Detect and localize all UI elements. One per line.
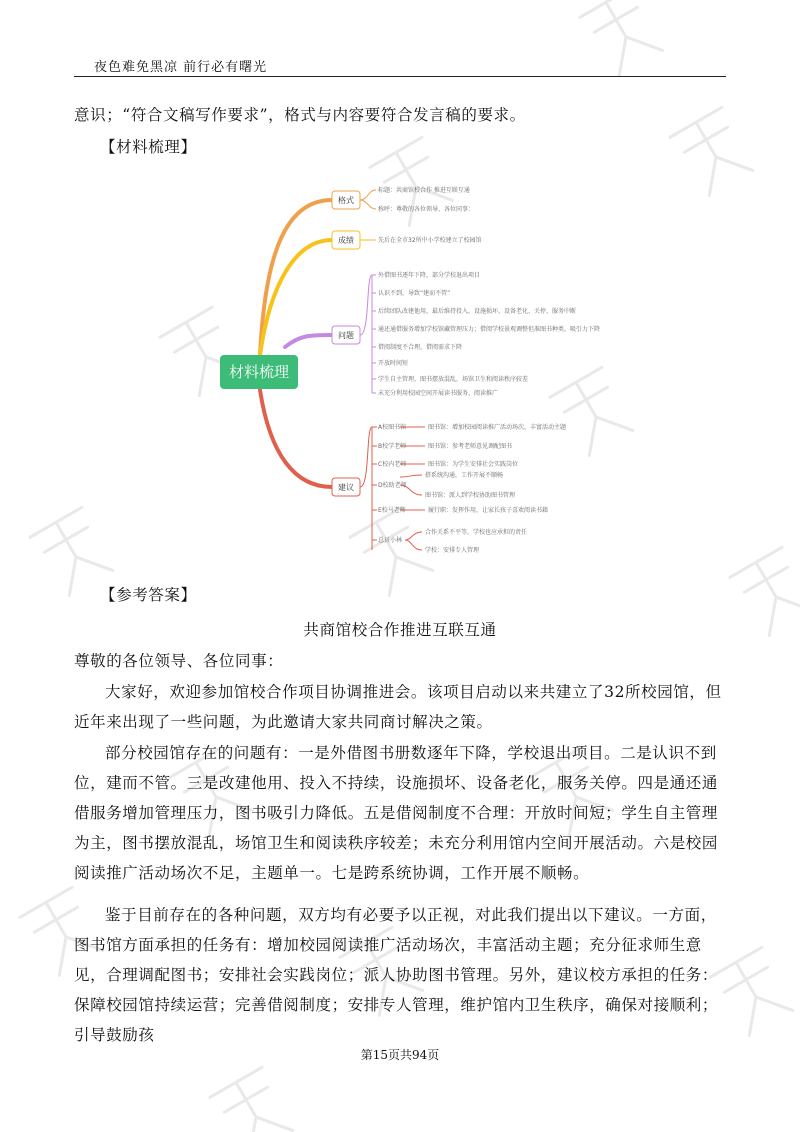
connector-format — [260, 200, 332, 355]
leaf-text: E校马老师 — [378, 507, 406, 514]
material-heading: 【材料梳理】 — [100, 138, 197, 156]
leaf-text: 借阅制度不合理，借阅需求下降 — [378, 344, 463, 351]
sub-connector-problem — [360, 275, 376, 393]
leaf-text: 图书馆：为学生安排社会实践岗位 — [428, 461, 519, 468]
leaf-text: 学校：安排专人管理 — [425, 547, 480, 554]
speech-title: 共商馆校合作推进互联互通 — [303, 621, 497, 639]
page-footer: 第15页共94页 — [360, 1048, 440, 1062]
paragraph-3: 鉴于目前存在的各种问题，双方均有必要予以正视，对此我们提出以下建议。一方面，图书馆方面承担的任务有：增加校园阅读推广活动场次，丰富活动主题；充分征求师生意见，合理调配图书；安排社会实践岗位；派人协助图书管理。另外，建议校方承担的任务：保障校园馆持续运营；完善借阅制度；安排专人管理，维护馆内卫生秩序，确保对接顺利；引导鼓励孩 — [74, 906, 719, 1044]
leaf-text: 后续团队改建他用，最后维持投入，设施损坏、设备老化、关停、服务中断 — [378, 308, 577, 315]
header-rule — [74, 76, 726, 77]
root-label: 材料梳理 — [228, 363, 290, 381]
leaf-text: 通还通借服务增加学校馆藏管理压力；借阅学校景观调整但准图书种类，吸引力下降 — [378, 326, 601, 333]
connector-problem — [285, 335, 332, 347]
leaf-text: 图书馆：参考老师意见调配图书 — [428, 443, 513, 450]
leaf-text: 搭系统沟通，工作开展不顺畅 — [425, 472, 504, 479]
page-header: 夜色难免黑凉 前行必有曙光 — [94, 60, 268, 75]
leaf-text: 总员小林 — [378, 537, 403, 544]
leaf-text: 合作关系不平等，学校也应承担的责任 — [425, 529, 528, 536]
leaf-text: 学生自主管理，图书摆放混乱，场馆卫生和阅读秩序较差 — [378, 376, 529, 383]
paragraph-2: 部分校园馆存在的问题有：一是外借图书册数逐年下降，学校退出项目。二是认识不到位，建而不管。三是改建他用、投入不持续，设施损坏、设备老化，服务关停。四是通还通借服务增加管理压力，图书吸引力降低。五是借阅制度不合理：开放时间短；学生自主管理为主，图书摆放混乱，场馆卫生和阅读秩序较差；未充分利用馆内空间开展活动。六是校园阅读推广活动场次不足，主题单一。七是跨系统协调，工作开展不顺畅。 — [74, 744, 719, 882]
leaf-text: B校学老师 — [378, 443, 407, 450]
leaf-text: 标题：共商馆校合作 推进互联互通 — [378, 187, 470, 194]
salutation: 尊敬的各位领导、各位同事： — [74, 652, 284, 670]
branch-nodes — [332, 191, 360, 496]
leaf-text: 图书馆：派人到学校协助图书管理 — [425, 492, 516, 499]
branch-label-result: 成绩 — [338, 236, 354, 245]
leaf-labels — [378, 186, 600, 554]
intro-line: 意识；“符合文稿写作要求”，格式与内容要符合发言稿的要求。 — [74, 106, 526, 124]
branch-label-format: 格式 — [338, 196, 354, 205]
connector-suggest — [260, 390, 332, 487]
leaf-text: C校内老师 — [378, 461, 407, 468]
leaf-text: 未充分利用校园空间开展读书服务、阅读推广 — [378, 390, 499, 397]
leaf-text: 认识不到，导致“建而不管” — [378, 290, 451, 297]
leaf-text: 先后在全市32所中小学校建立了校园馆 — [378, 237, 482, 244]
leaf-text: 开放时间短 — [378, 360, 409, 367]
paragraph-1: 大家好，欢迎参加馆校合作项目协调推进会。该项目启动以来共建立了32所校园馆，但近年来出现了一些问题，为此邀请大家共同商讨解决之策。 — [74, 683, 722, 731]
sub-connector-format — [360, 190, 376, 209]
answer-heading: 【参考答案】 — [100, 586, 197, 604]
leaf-text: 外借图书逐年下降，部分学校退出项目 — [378, 272, 481, 279]
leaf-text: A校图书馆 — [378, 424, 407, 431]
branch-label-suggest: 建议 — [338, 483, 354, 492]
mind-map — [200, 165, 620, 565]
leaf-text: 图书馆：增加校园阅读推广活动场次，丰富活动主题 — [428, 424, 567, 431]
leaf-text: D校助老师 — [378, 482, 407, 489]
branch-label-problem: 问题 — [338, 331, 354, 340]
leaf-text: 履行职：发挥作用，让家长孩子喜欢阅读书籍 — [428, 507, 549, 514]
leaf-text: 称呼：尊敬的各位领导、各位同事： — [378, 206, 475, 213]
